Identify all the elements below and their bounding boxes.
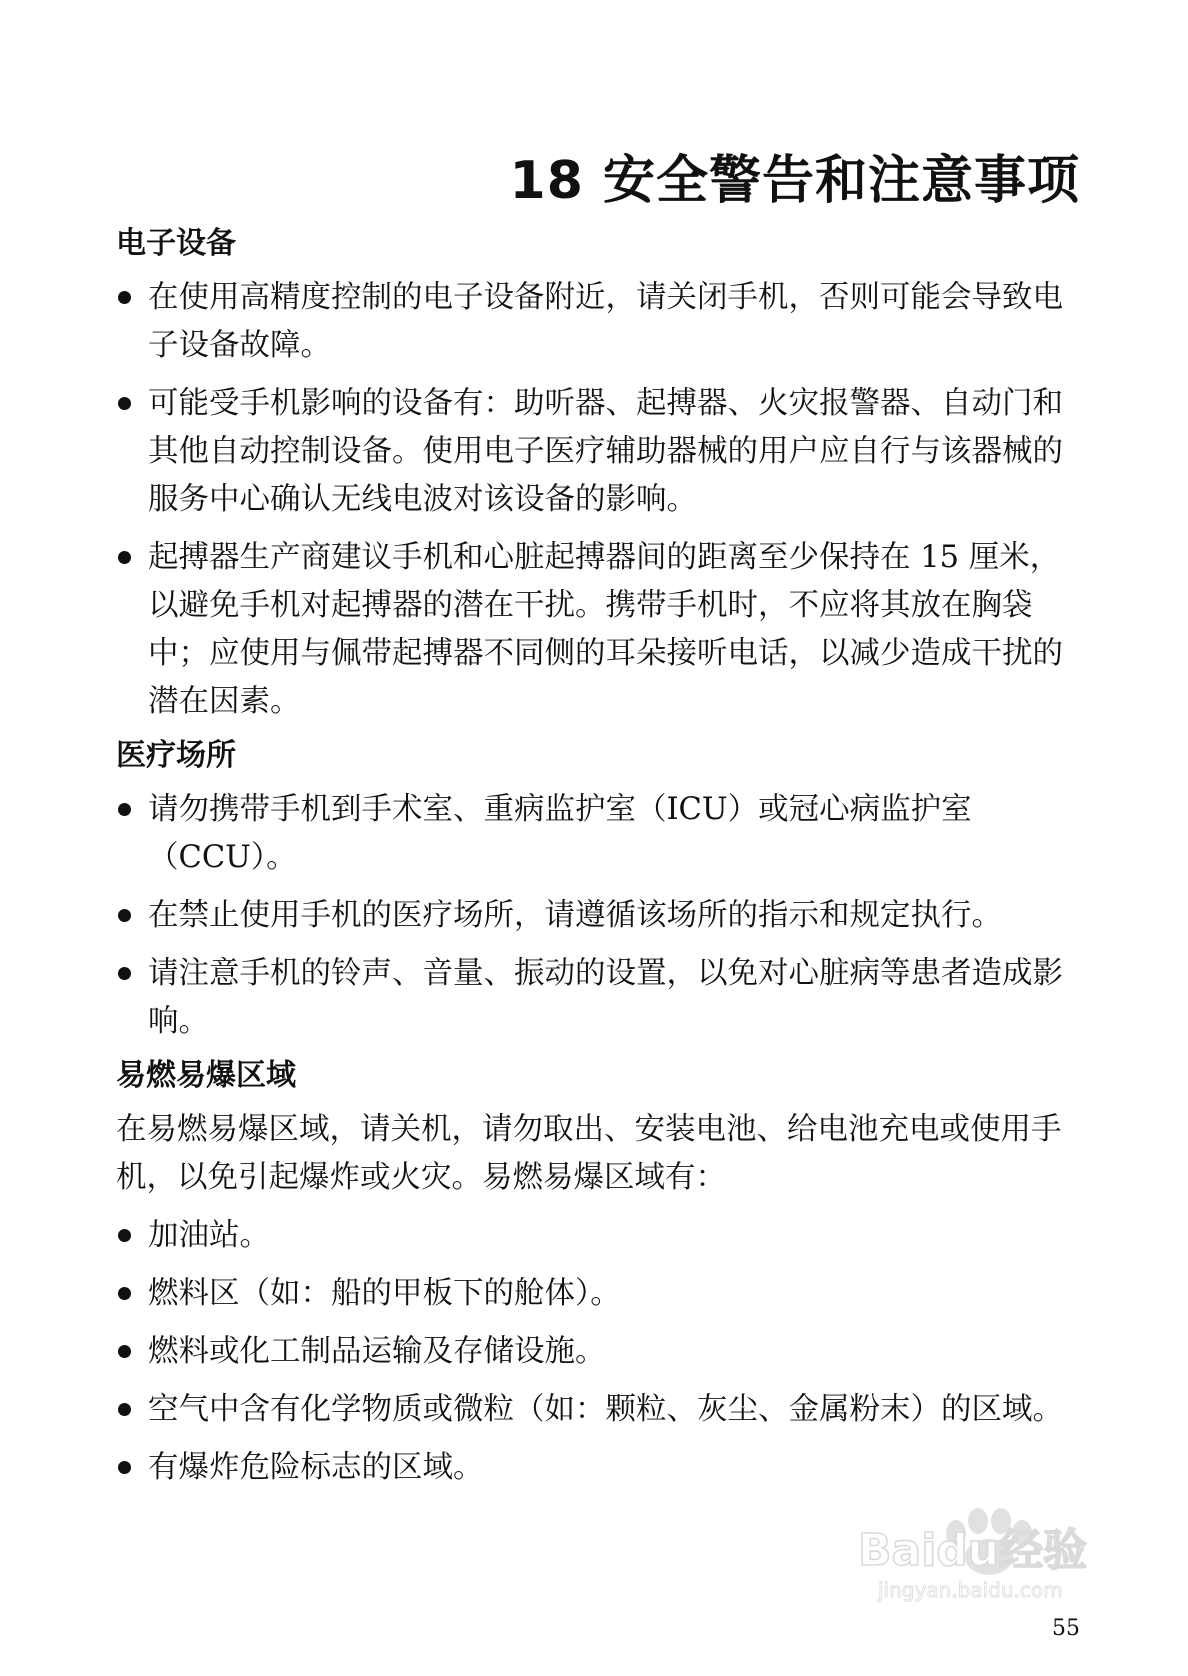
bullet-icon [118,1403,131,1416]
watermark-url: jingyan.baidu.com [878,1578,1063,1602]
bullet-icon [118,909,131,922]
list-item [116,1444,1082,1492]
page-number: 55 [1052,1616,1080,1641]
bullet-icon [118,397,131,410]
list-item-text: 空气中含有化学物质或微粒（如：颗粒、灰尘、金属粉末）的区域。 [148,1392,1063,1427]
page-content [116,224,1082,1502]
section-medical-facilities [116,736,1082,1046]
baidu-watermark-logo [838,1495,1118,1605]
section-intro: 在易燃易爆区域，请关机，请勿取出、安装电池、给电池充电或使用手机，以免引起爆炸或火灾。易燃易爆区域有： [116,1112,1062,1195]
bullet-icon [118,1345,131,1358]
list-item [116,1212,1082,1260]
list-item-text: 在禁止使用手机的医疗场所，请遵循该场所的指示和规定执行。 [148,898,1002,933]
list-item [116,892,1082,940]
bullet-icon [118,803,131,816]
list-item [116,1328,1082,1376]
list-item-text: 请注意手机的铃声、音量、振动的设置，以免对心脏病等患者造成影响。 [148,956,1063,1039]
list-item-text: 在使用高精度控制的电子设备附近，请关闭手机，否则可能会导致电子设备故障。 [148,280,1063,363]
bullet-icon [118,1229,131,1242]
list-item [116,380,1082,524]
section-heading: 电子设备 [116,226,236,261]
list-item-text: 燃料区（如：船的甲板下的舱体）。 [148,1276,621,1311]
bullet-list [116,274,1082,726]
list-item-text: 加油站。 [148,1218,270,1253]
section-electronic-devices [116,224,1082,726]
bullet-icon [118,1461,131,1474]
bullet-icon [118,1287,131,1300]
bullet-list [116,786,1082,1046]
list-item [116,950,1082,1046]
list-item [116,786,1082,882]
bullet-icon [118,967,131,980]
list-item-text: 请勿携带手机到手术室、重病监护室（ICU）或冠心病监护室（CCU）。 [148,792,972,875]
list-item [116,1270,1082,1318]
section-explosive-areas [116,1056,1082,1492]
list-item-text: 起搏器生产商建议手机和心脏起搏器间的距离至少保持在 15 厘米，以避免手机对起搏器的潜在干扰。携带手机时，不应将其放在胸袋中；应使用与佩带起搏器不同侧的耳朵接听电话，以减少造成干扰的潜在因素。 [148,540,1063,719]
list-item-text: 燃料或化工制品运输及存储设施。 [148,1334,606,1369]
bullet-icon [118,551,131,564]
section-heading: 医疗场所 [116,738,236,773]
bullet-icon [118,291,131,304]
section-heading: 易燃易爆区域 [116,1058,296,1093]
list-item [116,534,1082,726]
chapter-title: 18 安全警告和注意事项 [509,151,1080,211]
bullet-list [116,1212,1082,1492]
list-item [116,274,1082,370]
list-item [116,1386,1082,1434]
list-item-text: 有爆炸危险标志的区域。 [148,1450,484,1485]
watermark-brand: Baidu经验 [858,1525,1088,1576]
list-item-text: 可能受手机影响的设备有：助听器、起搏器、火灾报警器、自动门和其他自动控制设备。使用电子医疗辅助器械的用户应自行与该器械的服务中心确认无线电波对该设备的影响。 [148,386,1063,517]
